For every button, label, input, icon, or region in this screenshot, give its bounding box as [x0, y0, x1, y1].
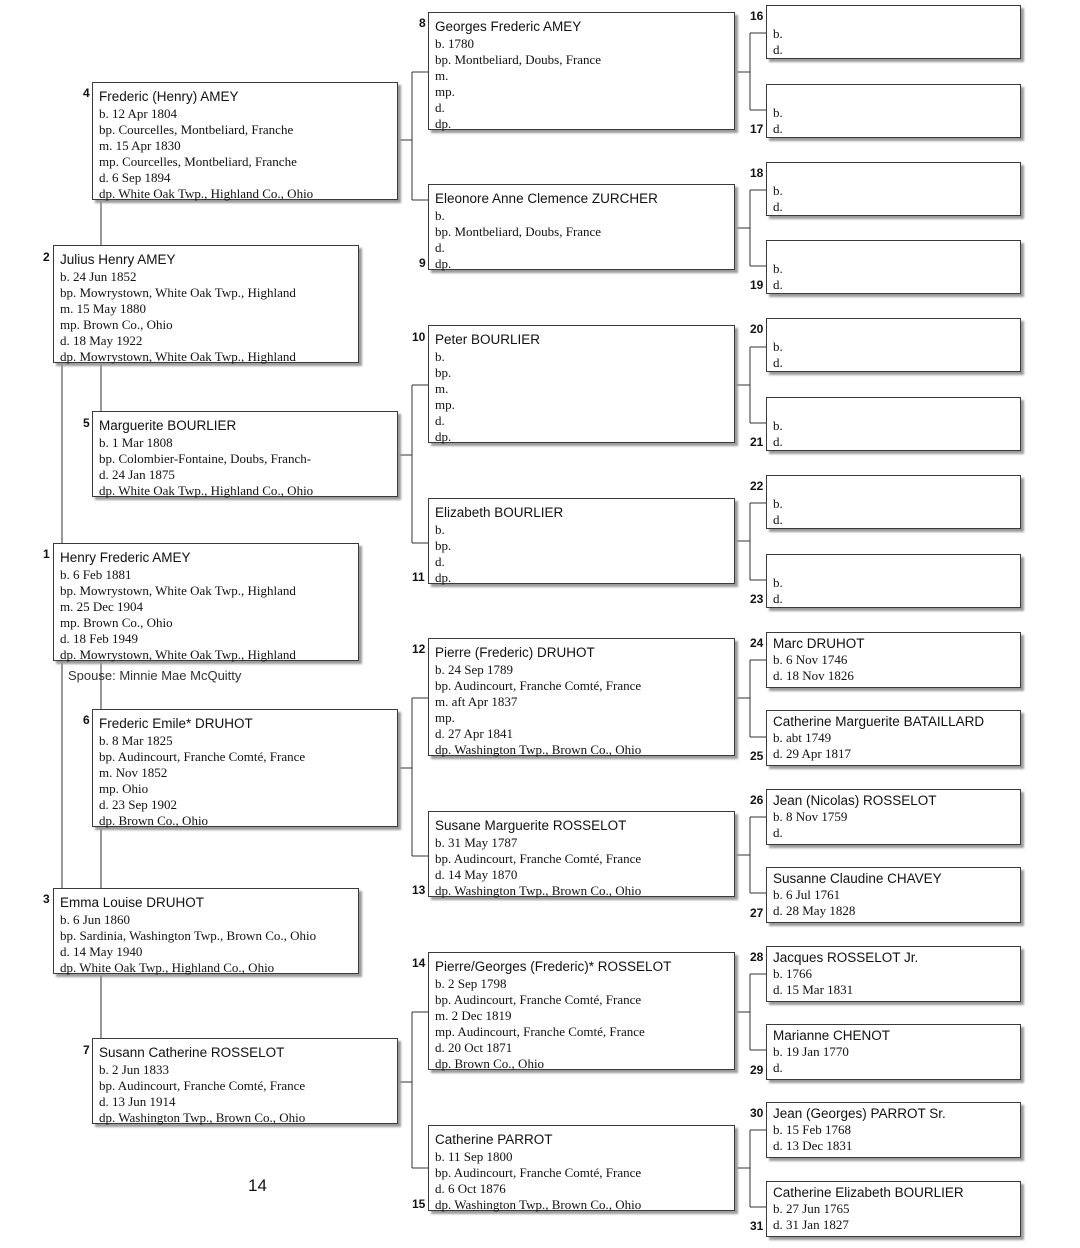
death-date: d. — [773, 42, 783, 57]
person-number: 19 — [750, 278, 764, 292]
birth-place: bp. — [435, 538, 452, 553]
death-place: dp. Washington Twp., Brown Co., Ohio — [435, 883, 642, 898]
person-name: Catherine Elizabeth BOURLIER — [773, 1185, 964, 1200]
person-number: 9 — [419, 256, 426, 270]
person-number: 12 — [412, 642, 426, 656]
person-name: Georges Frederic AMEY — [435, 19, 582, 34]
person-box-23[interactable] — [766, 554, 1021, 608]
death-date: d. 13 Jun 1914 — [99, 1094, 176, 1109]
marriage-place: mp. Audincourt, Franche Comté, France — [435, 1024, 645, 1039]
birth-date: b. 12 Apr 1804 — [99, 106, 177, 121]
birth-date: b. 1780 — [435, 36, 474, 51]
birth-place: bp. Audincourt, Franche Comté, France — [435, 1165, 642, 1180]
death-date: d. 31 Jan 1827 — [773, 1217, 849, 1232]
birth-date: b. — [435, 349, 445, 364]
marriage-date: m. aft Apr 1837 — [435, 694, 518, 709]
death-date: d. 18 May 1922 — [60, 333, 143, 348]
person-name: Susane Marguerite ROSSELOT — [435, 818, 627, 833]
death-date: d. 6 Sep 1894 — [99, 170, 171, 185]
person-box-8[interactable] — [428, 12, 735, 130]
death-date: d. 18 Feb 1949 — [60, 631, 138, 646]
death-date: d. — [435, 100, 445, 115]
person-number: 5 — [83, 416, 90, 430]
death-place: dp. — [435, 429, 452, 444]
person-box-26[interactable] — [766, 789, 1021, 845]
death-date: d. 13 Dec 1831 — [773, 1138, 853, 1153]
person-box-28[interactable] — [766, 946, 1021, 1002]
marriage-place: mp. Courcelles, Montbeliard, Franche — [99, 154, 297, 169]
marriage-place: mp. — [435, 84, 455, 99]
death-place: dp. White Oak Twp., Highland Co., Ohio — [99, 483, 314, 498]
person-box-4[interactable] — [92, 82, 398, 200]
person-number: 23 — [750, 592, 764, 606]
death-place: dp. Washington Twp., Brown Co., Ohio — [99, 1110, 306, 1125]
person-box-12[interactable] — [428, 638, 735, 756]
death-date: d. 29 Apr 1817 — [773, 746, 851, 761]
death-date: d. 27 Apr 1841 — [435, 726, 513, 741]
death-date: d. 15 Mar 1831 — [773, 982, 854, 997]
death-place: dp. Brown Co., Ohio — [99, 813, 209, 828]
birth-date: b. 15 Feb 1768 — [773, 1122, 851, 1137]
person-box-16[interactable] — [766, 5, 1021, 59]
person-name: Elizabeth BOURLIER — [435, 505, 564, 520]
person-number: 11 — [412, 570, 425, 584]
person-number: 6 — [83, 713, 90, 727]
birth-date: b. — [773, 496, 783, 511]
birth-date: b. 6 Nov 1746 — [773, 652, 848, 667]
birth-place: bp. Audincourt, Franche Comté, France — [435, 851, 642, 866]
birth-date: b. — [773, 261, 783, 276]
marriage-date: m. — [435, 68, 449, 83]
person-box-29[interactable] — [766, 1024, 1021, 1080]
person-number: 31 — [750, 1219, 764, 1233]
person-name: Susann Catherine ROSSELOT — [99, 1045, 285, 1060]
person-box-17[interactable] — [766, 84, 1021, 138]
birth-place: bp. Mowrystown, White Oak Twp., Highland — [60, 583, 296, 598]
birth-date: b. — [773, 575, 783, 590]
death-date: d. — [773, 1060, 783, 1075]
page-number: 14 — [248, 1176, 267, 1195]
birth-date: b. 1766 — [773, 966, 812, 981]
birth-date: b. abt 1749 — [773, 730, 832, 745]
death-place: dp. Washington Twp., Brown Co., Ohio — [435, 1197, 642, 1212]
birth-date: b. 11 Sep 1800 — [435, 1149, 513, 1164]
person-box-3[interactable] — [53, 888, 359, 974]
death-date: d. 14 May 1940 — [60, 944, 143, 959]
person-box-14[interactable] — [428, 952, 735, 1070]
birth-place: bp. Sardinia, Washington Twp., Brown Co., Ohio — [60, 928, 317, 943]
person-box-15[interactable] — [428, 1125, 735, 1211]
person-number: 17 — [750, 122, 764, 136]
death-date: d. — [435, 554, 445, 569]
person-number: 29 — [750, 1063, 764, 1077]
person-name: Henry Frederic AMEY — [60, 550, 191, 565]
person-name: Pierre/Georges (Frederic)* ROSSELOT — [435, 959, 672, 974]
marriage-place: mp. Brown Co., Ohio — [60, 317, 173, 332]
person-number: 3 — [43, 892, 50, 906]
birth-date: b. — [773, 105, 783, 120]
person-box-19[interactable] — [766, 240, 1021, 294]
person-number: 21 — [750, 435, 764, 449]
death-date: d. 18 Nov 1826 — [773, 668, 854, 683]
birth-place: bp. Colombier-Fontaine, Doubs, Franch- — [99, 451, 312, 466]
death-date: d. — [773, 825, 783, 840]
birth-place: bp. — [435, 365, 452, 380]
birth-date: b. — [773, 183, 783, 198]
birth-date: b. 2 Sep 1798 — [435, 976, 507, 991]
person-number: 14 — [412, 956, 426, 970]
death-date: d. 14 May 1870 — [435, 867, 518, 882]
person-name: Susanne Claudine CHAVEY — [773, 871, 942, 886]
birth-date: b. — [773, 418, 783, 433]
birth-place: bp. Audincourt, Franche Comté, France — [99, 1078, 306, 1093]
birth-place: bp. Courcelles, Montbeliard, Franche — [99, 122, 294, 137]
death-date: d. 28 May 1828 — [773, 903, 856, 918]
death-place: dp. Washington Twp., Brown Co., Ohio — [435, 742, 642, 757]
death-date: d. — [773, 591, 783, 606]
birth-date: b. — [435, 522, 445, 537]
death-date: d. 24 Jan 1875 — [99, 467, 175, 482]
birth-date: b. 6 Jul 1761 — [773, 887, 841, 902]
person-box-13[interactable] — [428, 811, 735, 897]
death-date: d. — [773, 199, 783, 214]
person-box-30[interactable] — [766, 1102, 1021, 1158]
birth-date: b. 6 Feb 1881 — [60, 567, 132, 582]
birth-date: b. 19 Jan 1770 — [773, 1044, 849, 1059]
person-name: Marc DRUHOT — [773, 636, 865, 651]
person-box-24[interactable] — [766, 632, 1021, 688]
person-box-20[interactable] — [766, 318, 1021, 372]
marriage-date: m. 25 Dec 1904 — [60, 599, 144, 614]
person-box-11[interactable] — [428, 498, 735, 584]
person-box-9[interactable] — [428, 184, 735, 270]
person-box-21[interactable] — [766, 397, 1021, 451]
person-number: 2 — [43, 250, 50, 264]
person-name: Marianne CHENOT — [773, 1028, 891, 1043]
birth-place: bp. Audincourt, Franche Comté, France — [99, 749, 306, 764]
death-place: dp. — [435, 256, 452, 271]
person-name: Pierre (Frederic) DRUHOT — [435, 645, 595, 660]
person-box-25[interactable] — [766, 710, 1021, 766]
birth-place: bp. Mowrystown, White Oak Twp., Highland — [60, 285, 296, 300]
death-place: dp. White Oak Twp., Highland Co., Ohio — [99, 186, 314, 201]
death-date: d. — [773, 355, 783, 370]
marriage-date: m. 2 Dec 1819 — [435, 1008, 512, 1023]
marriage-date: m. — [435, 381, 449, 396]
birth-date: b. 8 Mar 1825 — [99, 733, 173, 748]
birth-date: b. 2 Jun 1833 — [99, 1062, 170, 1077]
person-name: Jean (Georges) PARROT Sr. — [773, 1106, 946, 1121]
birth-place: bp. Audincourt, Franche Comté, France — [435, 992, 642, 1007]
marriage-date: m. Nov 1852 — [99, 765, 168, 780]
person-box-1[interactable] — [53, 543, 359, 661]
person-name: Eleonore Anne Clemence ZURCHER — [435, 191, 658, 206]
birth-place: bp. Montbeliard, Doubs, France — [435, 52, 602, 67]
person-box-2[interactable] — [53, 245, 359, 363]
marriage-place: mp. Brown Co., Ohio — [60, 615, 173, 630]
marriage-place: mp. Ohio — [99, 781, 149, 796]
birth-date: b. 31 May 1787 — [435, 835, 518, 850]
birth-date: b. 24 Sep 1789 — [435, 662, 513, 677]
person-box-22[interactable] — [766, 475, 1021, 529]
person-number: 15 — [412, 1197, 426, 1211]
person-box-7[interactable] — [92, 1038, 398, 1124]
marriage-place: mp. — [435, 710, 455, 725]
death-date: d. — [773, 434, 783, 449]
birth-date: b. — [773, 26, 783, 41]
person-number: 4 — [83, 86, 90, 100]
death-place: dp. — [435, 570, 452, 585]
person-number: 8 — [419, 16, 426, 30]
marriage-place: mp. — [435, 397, 455, 412]
person-name: Marguerite BOURLIER — [99, 418, 237, 433]
birth-date: b. 27 Jun 1765 — [773, 1201, 850, 1216]
person-number: 28 — [750, 950, 764, 964]
spouse-label: Spouse: Minnie Mae McQuitty — [68, 668, 242, 683]
birth-date: b. 1 Mar 1808 — [99, 435, 173, 450]
death-date: d. — [773, 512, 783, 527]
death-date: d. 23 Sep 1902 — [99, 797, 177, 812]
person-number: 24 — [750, 636, 764, 650]
birth-date: b. 8 Nov 1759 — [773, 809, 848, 824]
death-date: d. — [773, 121, 783, 136]
person-name: Catherine Marguerite BATAILLARD — [773, 714, 985, 729]
marriage-date: m. 15 Apr 1830 — [99, 138, 181, 153]
person-number: 27 — [750, 906, 764, 920]
person-number: 7 — [83, 1043, 90, 1057]
person-number: 30 — [750, 1106, 764, 1120]
death-place: dp. Mowrystown, White Oak Twp., Highland — [60, 647, 296, 662]
birth-place: bp. Montbeliard, Doubs, France — [435, 224, 602, 239]
birth-date: b. — [435, 208, 445, 223]
person-name: Frederic Emile* DRUHOT — [99, 716, 253, 731]
death-date: d. — [773, 277, 783, 292]
person-number: 16 — [750, 9, 764, 23]
death-date: d. 6 Oct 1876 — [435, 1181, 506, 1196]
person-name: Peter BOURLIER — [435, 332, 541, 347]
birth-place: bp. Audincourt, Franche Comté, France — [435, 678, 642, 693]
person-box-18[interactable] — [766, 162, 1021, 216]
person-name: Jean (Nicolas) ROSSELOT — [773, 793, 937, 808]
death-place: dp. White Oak Twp., Highland Co., Ohio — [60, 960, 275, 975]
person-box-10[interactable] — [428, 325, 735, 443]
person-number: 10 — [412, 330, 426, 344]
person-name: Frederic (Henry) AMEY — [99, 89, 239, 104]
birth-date: b. 6 Jun 1860 — [60, 912, 131, 927]
person-number: 22 — [750, 479, 764, 493]
person-number: 20 — [750, 322, 764, 336]
person-number: 25 — [750, 749, 764, 763]
person-box-6[interactable] — [92, 709, 398, 827]
person-number: 18 — [750, 166, 764, 180]
person-number: 13 — [412, 883, 426, 897]
person-box-27[interactable] — [766, 867, 1021, 923]
death-place: dp. — [435, 116, 452, 131]
death-date: d. 20 Oct 1871 — [435, 1040, 513, 1055]
death-place: dp. Mowrystown, White Oak Twp., Highland — [60, 349, 296, 364]
death-date: d. — [435, 413, 445, 428]
birth-date: b. 24 Jun 1852 — [60, 269, 137, 284]
person-name: Jacques ROSSELOT Jr. — [773, 950, 919, 965]
person-name: Julius Henry AMEY — [60, 252, 176, 267]
death-place: dp. Brown Co., Ohio — [435, 1056, 545, 1071]
person-number: 1 — [43, 547, 50, 561]
person-name: Emma Louise DRUHOT — [60, 895, 205, 910]
person-name: Catherine PARROT — [435, 1132, 553, 1147]
person-box-31[interactable] — [766, 1181, 1021, 1237]
death-date: d. — [435, 240, 445, 255]
person-number: 26 — [750, 793, 764, 807]
birth-date: b. — [773, 339, 783, 354]
person-box-5[interactable] — [92, 411, 398, 497]
marriage-date: m. 15 May 1880 — [60, 301, 146, 316]
